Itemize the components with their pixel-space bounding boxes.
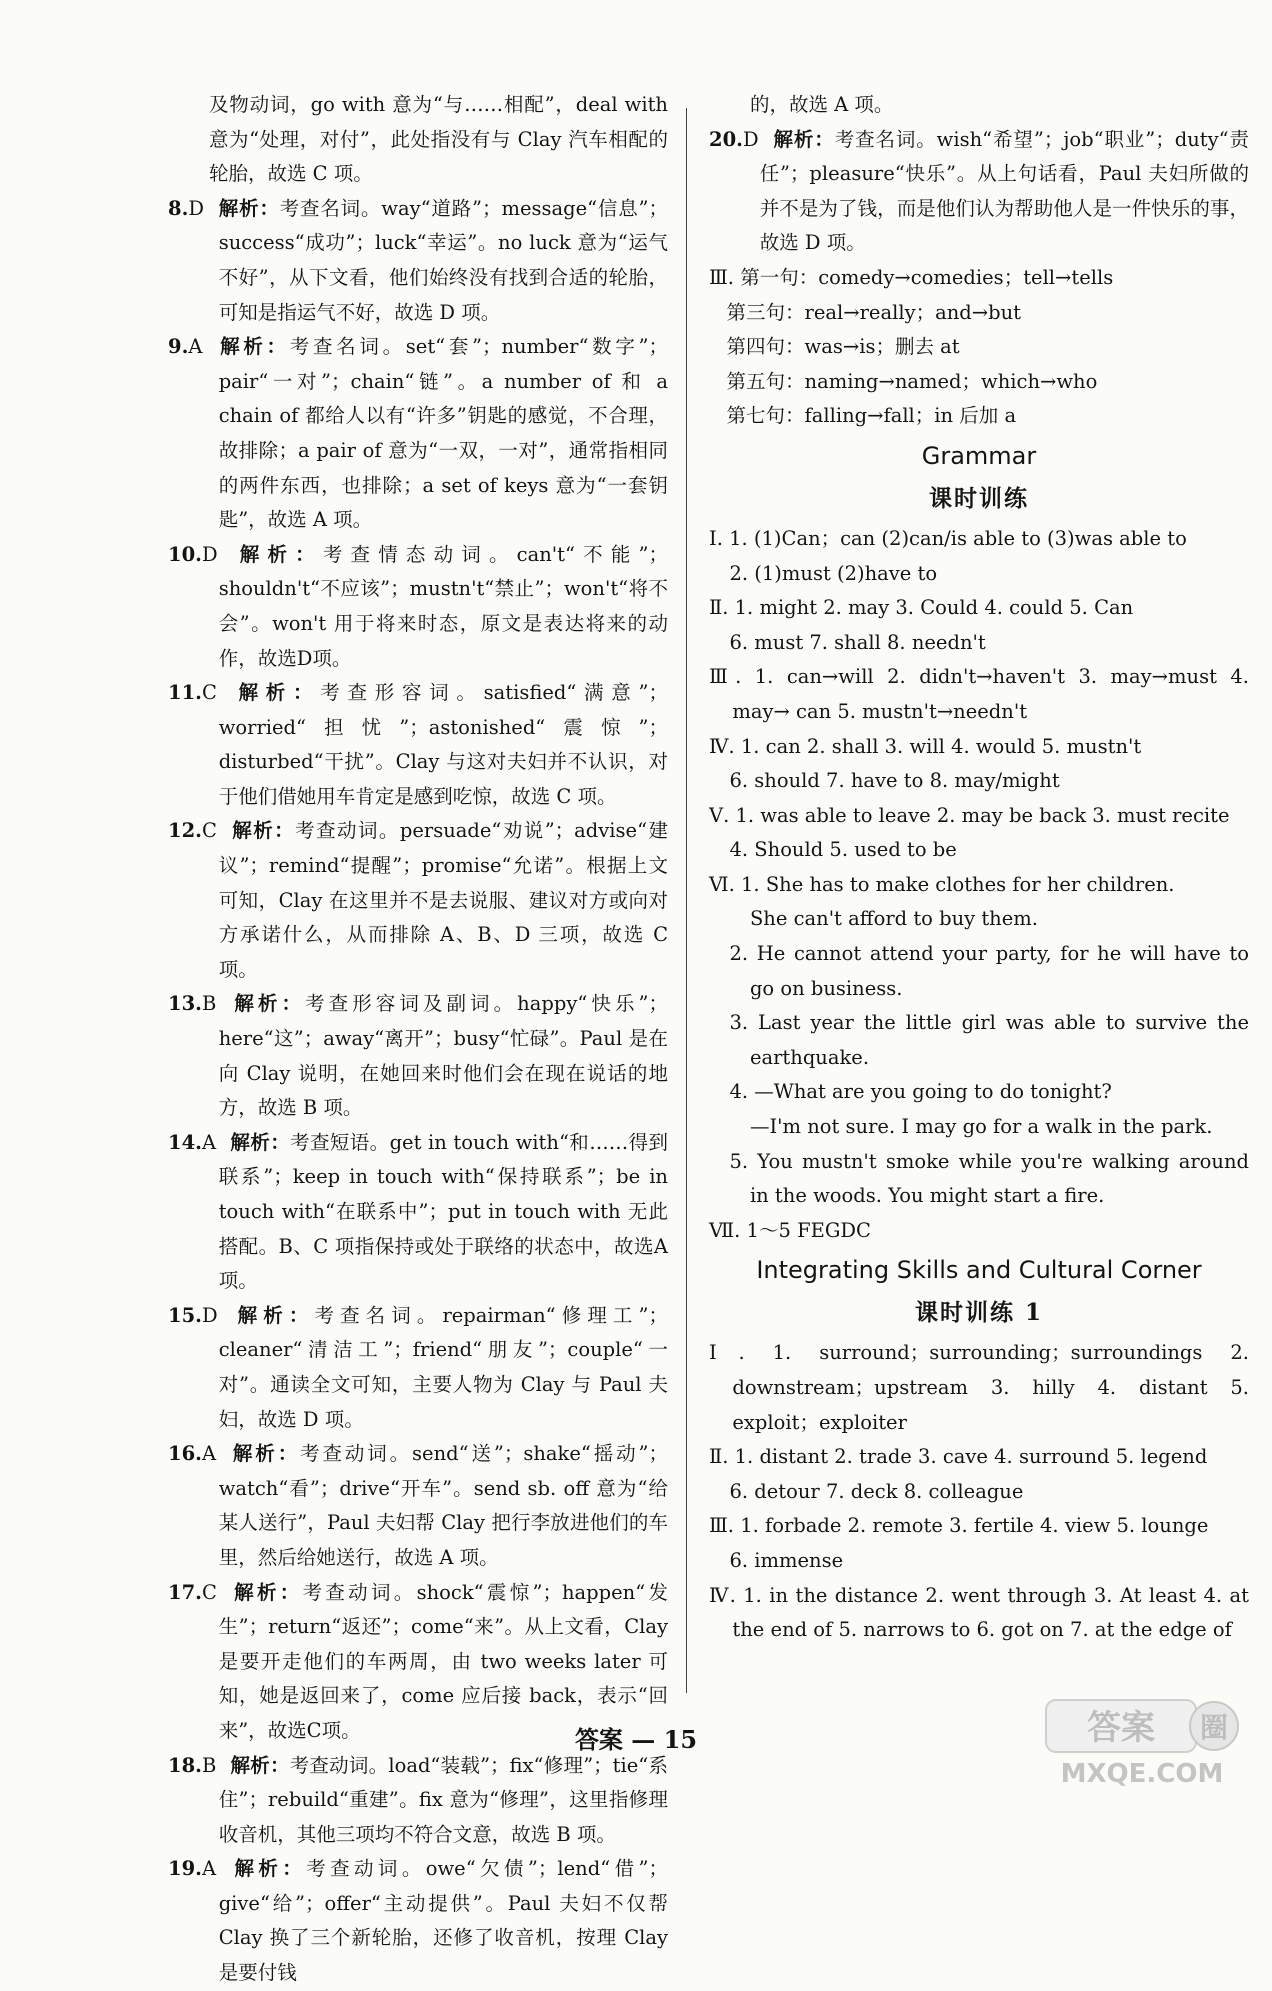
answer-line: Ⅰ. 1. surround；surrounding；surroundings 2. downstream；upstream 3. hilly 4. distant 5. exploit；exploiter xyxy=(709,1341,1249,1434)
correction-line: 第三句：real→really；and→but xyxy=(726,300,1021,324)
analysis-text: 考查名词。repairman“修理工”；cleaner“清洁工”；friend“朋友”；couple“一对”。通读全文可知，主要人物为 Clay 与 Paul 夫妇，故选 D 项。 xyxy=(218,1303,668,1431)
analysis-label: 解析： xyxy=(218,196,280,220)
answer-choice: A xyxy=(201,1442,217,1466)
answer-item xyxy=(168,676,668,814)
analysis-text: 考查动词。shock“震惊”；happen“发生”；return“返还”；come“来”。从上文看，Clay 是要开走他们的车两周，由 two weeks later 可知，她是返回来了，come 应后接 back，表示“回来”，故选C项。 xyxy=(218,1580,668,1742)
skills-subheading: 课时训练 1 xyxy=(914,1299,1043,1327)
answer-line: She can't afford to buy them. xyxy=(749,907,1038,931)
answer-line: 6. immense xyxy=(729,1548,844,1572)
analysis-label: 解析： xyxy=(230,1857,307,1881)
analysis-label: 解析： xyxy=(230,1753,290,1777)
analysis-label: 解析： xyxy=(230,1580,303,1604)
answer-line: 5. You mustn't smoke while you're walking around in the woods. You might start a fire. xyxy=(729,1149,1249,1208)
analysis-label: 解析： xyxy=(231,1303,315,1327)
answer-line: Ⅱ. 1. distant 2. trade 3. cave 4. surround 5. legend xyxy=(709,1445,1208,1469)
answer-item xyxy=(168,1749,668,1853)
answer-item xyxy=(168,1852,668,1990)
page-number: 答案 — 15 xyxy=(574,1725,698,1754)
answer-line: Ⅶ. 1～5 FEGDC xyxy=(709,1218,871,1242)
correction-line: 第五句：naming→named；which→who xyxy=(726,369,1098,393)
answer-item xyxy=(168,814,668,987)
analysis-text: 考查动词。persuade“劝说”；advise“建议”；remind“提醒”；promise“允诺”。根据上文可知，Clay 在这里并不是去说服、建议对方或向对方承诺什么，从而排除 A、B、D 三项，故选 C 项。 xyxy=(218,819,668,981)
svg-text:MXQE.COM: MXQE.COM xyxy=(1060,1759,1224,1789)
answer-number: 18. xyxy=(168,1753,202,1777)
answer-choice: D xyxy=(201,542,218,566)
answer-number: 19. xyxy=(168,1857,202,1881)
q7-continuation: 及物动词，go with 意为“与……相配”，deal with 意为“处理，对付”，此处指没有与 Clay 汽车相配的轮胎，故选 C 项。 xyxy=(208,93,668,186)
answer-choice: A xyxy=(188,335,203,359)
grammar-subheading: 课时训练 xyxy=(929,484,1029,512)
answer-item xyxy=(168,1437,668,1575)
left-column xyxy=(168,88,668,1991)
analysis-text: 考查形容词及副词。happy“快乐”；here“这”；away“离开”；busy“忙碌”。Paul 是在向 Clay 说明，在她回来时他们会在现在说话的地方，故选 B 项。 xyxy=(218,992,668,1120)
answer-line: Ⅲ. 1. forbade 2. remote 3. fertile 4. view 5. lounge xyxy=(709,1514,1209,1538)
answer-number: 13. xyxy=(168,992,202,1016)
analysis-label: 解析： xyxy=(230,992,306,1016)
answer-number: 8. xyxy=(168,196,189,220)
answer-line: 6. must 7. shall 8. needn't xyxy=(729,630,986,654)
answer-line: 3. Last year the little girl was able to survive the earthquake. xyxy=(729,1011,1249,1069)
analysis-text: 考查形容词。satisfied“满意”；worried“担忧”；astonished“震惊”；disturbed“干扰”。Clay 与这对夫妇并不认识，对于他们借她用车肯定是感到吃惊，故选 C 项。 xyxy=(218,681,668,808)
analysis-text: 考查名词。set“套”；number“数字”；pair“一对”；chain“链”。a number of 和 a chain of 都给人以有“许多”钥匙的感觉，不合理，故排除；a pair of 意为“一双，一对”，通常指相同的两件东西，也排除；a set of keys 意为“一套钥匙”，故选 A 项。 xyxy=(218,335,668,532)
answer-line: Ⅴ. 1. was able to leave 2. may be back 3. must recite xyxy=(709,803,1230,827)
analysis-label: 解析： xyxy=(230,681,321,705)
answer-line: Ⅳ. 1. can 2. shall 3. will 4. would 5. mustn't xyxy=(709,734,1142,758)
svg-text:答案: 答案 xyxy=(1087,1708,1155,1748)
answer-choice: A xyxy=(201,1857,217,1881)
answer-number: 14. xyxy=(168,1130,202,1154)
analysis-label: 解析： xyxy=(231,542,323,566)
answer-item xyxy=(168,1126,668,1299)
answer-line: 2. (1)must (2)have to xyxy=(729,561,938,585)
skills-answers xyxy=(709,1336,1249,1647)
analysis-text: 考查动词。load“装载”；fix“修理”；tie“系住”；rebuild“重建”。fix 意为“修理”，这里指修理收音机，其他三项均不符合文意，故选 B 项。 xyxy=(218,1753,668,1846)
analysis-text: 考查情态动词。can't“不能”；shouldn't“不应该”；mustn't“禁止”；won't“将不会”。won't 用于将来时态，原文是表达将来的动作，故选D项。 xyxy=(218,542,668,670)
answer-item xyxy=(168,987,668,1125)
answer-line: 4. Should 5. used to be xyxy=(729,838,957,862)
correction-line: 第四句：was→is；删去 at xyxy=(726,335,960,359)
right-column xyxy=(709,88,1249,1648)
answer-line: 6. detour 7. deck 8. colleague xyxy=(729,1479,1024,1503)
answer-line: Ⅱ. 1. might 2. may 3. Could 4. could 5. Can xyxy=(709,596,1134,620)
answer-line: 4. —What are you going to do tonight? xyxy=(729,1080,1112,1104)
answer-line: 6. should 7. have to 8. may/might xyxy=(729,769,1060,793)
correction-list xyxy=(709,261,1249,434)
answer-choice: C xyxy=(201,681,217,705)
analysis-text: 考查动词。owe“欠债”；lend“借”；give“给”；offer“主动提供”。Paul 夫妇不仅帮 Clay 换了三个新轮胎，还修了收音机，按理 Clay 是要付钱 xyxy=(218,1857,668,1985)
answer-choice: B xyxy=(201,992,217,1016)
answer-line: Ⅲ. 1. can→will 2. didn't→haven't 3. may→must 4. may→ can 5. mustn't→needn't xyxy=(709,665,1249,723)
correction-line: 第七句：falling→fall；in 后加 a xyxy=(726,404,1017,428)
answer-line: Ⅰ. 1. (1)Can；can (2)can/is able to (3)was able to xyxy=(709,526,1187,550)
svg-text:圈: 圈 xyxy=(1199,1711,1229,1744)
answer-item-20: 20.D 解析：考查名词。wish“希望”；job“职业”；duty“责任”；pleasure“快乐”。从上句话看，Paul 夫妇所做的并不是为了钱，而是他们认为帮助他人是一件快乐的事，故选 D 项。 xyxy=(709,127,1249,255)
answer-line: —I'm not sure. I may go for a walk in the park. xyxy=(749,1115,1213,1139)
column-divider xyxy=(686,108,687,1693)
answer-number: 11. xyxy=(168,681,202,705)
grammar-heading: Grammar xyxy=(921,441,1037,470)
analysis-text: 考查短语。get in touch with“和……得到联系”；keep in touch with“保持联系”；be in touch with“在联系中”；put in touch with 无此搭配。B、C 项指保持或处于联络的状态中，故选A项。 xyxy=(218,1130,668,1293)
analysis-text: 考查动词。send“送”；shake“摇动”；watch“看”；drive“开车”。send sb. off 意为“给某人送行”，Paul 夫妇帮 Clay 把行李放进他们的车里，然后给她送行，故选 A 项。 xyxy=(218,1442,668,1569)
answer-number: 10. xyxy=(168,542,202,566)
answer-item xyxy=(168,1299,668,1437)
answer-number: 16. xyxy=(168,1442,202,1466)
grammar-answers xyxy=(709,522,1249,1248)
answer-line: Ⅳ. 1. in the distance 2. went through 3. At least 4. at the end of 5. narrows to 6. got on 7. at the edge of xyxy=(709,1583,1249,1642)
site-watermark-logo xyxy=(1042,1692,1242,1792)
answer-choice: C xyxy=(201,819,217,843)
answer-choice: B xyxy=(201,1753,217,1777)
answer-number: 15. xyxy=(168,1303,202,1327)
answer-number: 17. xyxy=(168,1580,202,1604)
answer-number: 9. xyxy=(168,335,189,359)
answer-line: 2. He cannot attend your party, for he will have to go on business. xyxy=(729,942,1249,1000)
analysis-label: 解析： xyxy=(230,819,296,843)
analysis-label: 解析： xyxy=(230,1442,301,1466)
answer-choice: C xyxy=(201,1580,217,1604)
q19-continuation: 的，故选 A 项。 xyxy=(749,93,894,116)
skills-heading: Integrating Skills and Cultural Corner xyxy=(756,1256,1202,1285)
answer-line: Ⅵ. 1. She has to make clothes for her children. xyxy=(709,872,1175,896)
answer-choice: D xyxy=(201,1303,218,1327)
answer-number: 12. xyxy=(168,819,202,843)
answer-item xyxy=(168,192,668,330)
answer-item xyxy=(168,330,668,538)
analysis-label: 解析： xyxy=(230,1130,291,1154)
analysis-label: 解析： xyxy=(216,335,290,359)
answer-item xyxy=(168,538,668,676)
answer-choice: D xyxy=(188,196,204,220)
answer-choice: A xyxy=(201,1130,217,1154)
correction-line: Ⅲ. 第一句：comedy→comedies；tell→tells xyxy=(709,265,1114,289)
analysis-text: 考查名词。way“道路”；message“信息”；success“成功”；luck“幸运”。no luck 意为“运气不好”，从下文看，他们始终没有找到合适的轮胎，可知是指运气不好，故选 D 项。 xyxy=(218,196,668,324)
